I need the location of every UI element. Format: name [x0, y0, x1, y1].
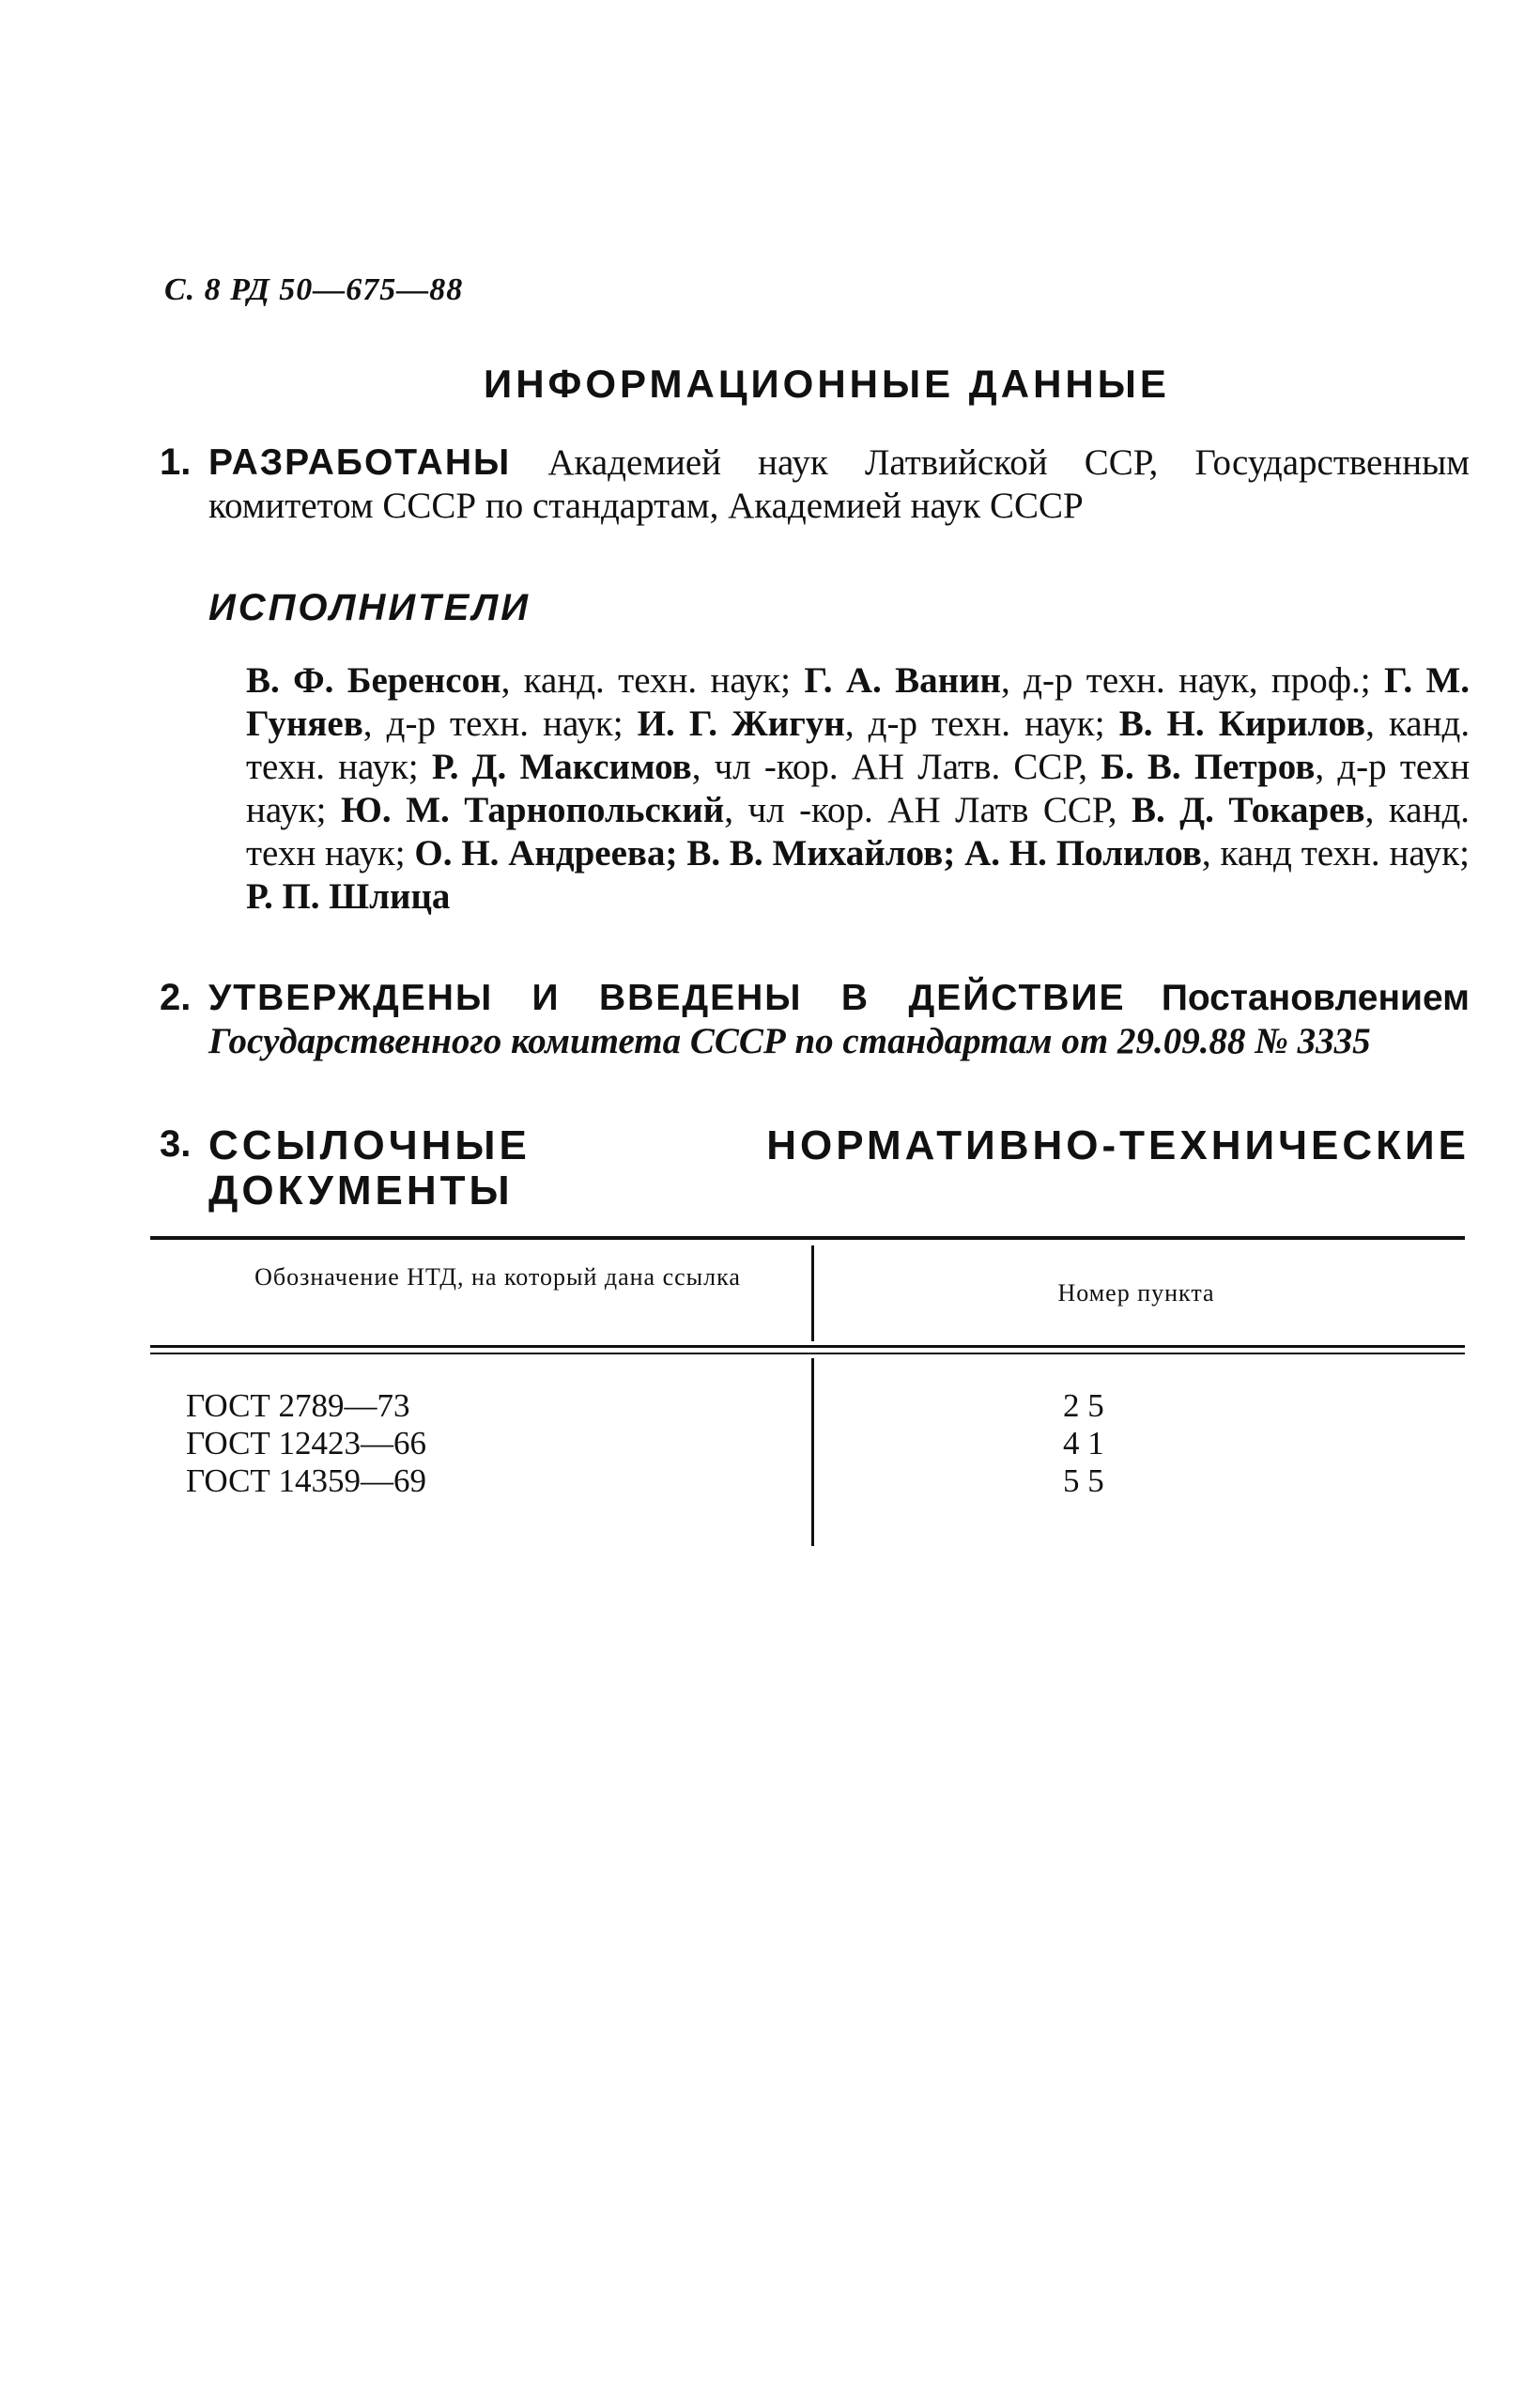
performer-name: В. Д. Токарев	[1132, 790, 1365, 830]
section-body	[208, 441, 1470, 528]
performer-title: канд. техн. наук;	[523, 660, 791, 701]
performer-title: канд. техн наук;	[246, 790, 1471, 874]
column-divider	[811, 1245, 814, 1341]
performer-name: Г. А. Ванин	[804, 660, 1002, 701]
performer-title: д-р техн наук;	[246, 747, 1471, 830]
table-cell-document: ГОСТ 12423—66	[186, 1425, 427, 1461]
performer-name: Р. Д. Максимов	[431, 747, 692, 787]
performer-name: О. Н. Андреева;	[414, 833, 678, 874]
performer-name: Ю. М. Тарнопольский	[341, 790, 725, 830]
table-cell-document: ГОСТ 14359—69	[186, 1462, 427, 1499]
performer-title: канд техн. наук;	[1220, 833, 1470, 874]
section-developed	[160, 441, 1470, 528]
performer-name: А. Н. Полилов	[964, 833, 1202, 874]
table-header-clause: Номер пункта	[1057, 1279, 1215, 1307]
section-text-italic: Государственного комитета СССР по стандартам от 29.09.88 № 3335	[208, 1021, 1371, 1061]
section-lead: УТВЕРЖДЕНЫ И ВВЕДЕНЫ В ДЕЙСТВИЕ	[208, 978, 1126, 1018]
performer-name: В. Н. Кирилов	[1118, 704, 1366, 744]
section-number: 2.	[160, 977, 192, 1018]
performer-title: д-р техн. наук;	[868, 704, 1105, 744]
section-heading: ССЫЛОЧНЫЕ НОРМАТИВНО-ТЕХНИЧЕСКИЕ ДОКУМЕНТЫ	[208, 1122, 1470, 1214]
section-references	[160, 1123, 1470, 1214]
page-title: ИНФОРМАЦИОННЫЕ ДАННЫЕ	[484, 362, 1170, 406]
performer-title: д-р техн. наук;	[386, 704, 624, 744]
performer-name: И. Г. Жигун	[637, 704, 845, 744]
section-lead: РАЗРАБОТАНЫ	[208, 442, 512, 483]
performer-name: Б. В. Петров	[1101, 747, 1316, 787]
table-cell-clause: 2 5	[1063, 1387, 1104, 1424]
performer-title: канд. техн. наук;	[246, 704, 1471, 787]
performer-title: чл -кор. АН Латв ССР,	[747, 790, 1117, 830]
performer-name: В. В. Михайлов;	[686, 833, 956, 874]
section-approved	[160, 977, 1470, 1063]
section-text: Академией наук Латвийской ССР, Государственным комитетом СССР по стандартам, Академией наук СССР	[208, 442, 1470, 526]
section-number: 3.	[160, 1123, 192, 1165]
page-header: С. 8 РД 50—675—88	[164, 272, 464, 307]
section-body	[208, 977, 1470, 1063]
performers-heading: ИСПОЛНИТЕЛИ	[208, 587, 531, 628]
table-cell-document: ГОСТ 2789—73	[186, 1387, 410, 1424]
performer-name: Г. М. Гуняев	[246, 660, 1471, 744]
table-header-rule-2	[150, 1353, 1465, 1354]
performers-list: В. Ф. Беренсон, канд. техн. наук; Г. А. Ванин, д-р техн. наук, проф.; Г. М. Гуняев, д-р техн. наук; И. Г. Жигун, д-р техн. наук; В. Н. Кирилов, канд. техн. наук; Р. Д. Максимов, чл -кор. АН Латв. ССР, Б. В. Петров, д-р техн наук; Ю. М. Тарнопольский, чл -кор. АН Латв ССР, В. Д. Токарев, канд. техн наук; О. Н. Андреева; В. В. Михайлов; А. Н. Полилов, канд техн. наук; Р. П. Шлица	[246, 660, 1471, 917]
performer-title: чл -кор. АН Латв. ССР,	[714, 747, 1087, 787]
column-divider	[811, 1358, 814, 1546]
section-number: 1.	[160, 441, 192, 483]
table-header-rule	[150, 1345, 1465, 1348]
table-header-document: Обозначение НТД, на который дана ссылка	[254, 1263, 741, 1291]
performer-title: д-р техн. наук, проф.;	[1024, 660, 1371, 701]
section-text: Постановлением	[1161, 978, 1470, 1018]
table-cell-clause: 4 1	[1063, 1425, 1104, 1461]
table-cell-clause: 5 5	[1063, 1462, 1104, 1499]
performer-name: В. Ф. Беренсон	[246, 660, 501, 701]
table-top-rule	[150, 1236, 1465, 1240]
performer-name: Р. П. Шлица	[246, 876, 451, 917]
